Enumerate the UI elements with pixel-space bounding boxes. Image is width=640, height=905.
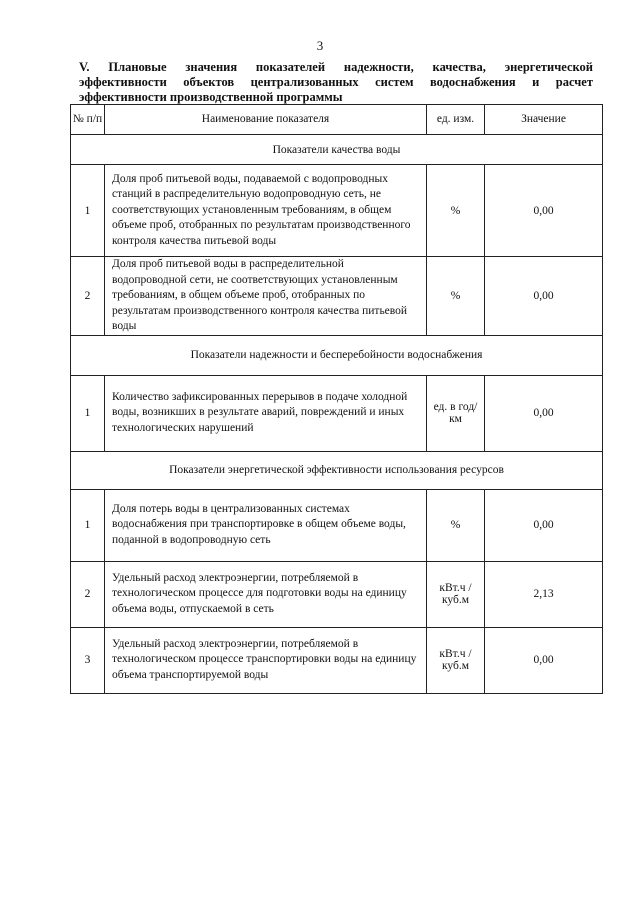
- row-name: Доля потерь воды в централизованных системах водоснабжения при транспортировке в общем объеме воды, поданной в водопроводную сеть: [105, 489, 427, 561]
- row-unit: кВт.ч / куб.м: [427, 627, 485, 693]
- heading-line-3: эффективности производственной программы: [79, 90, 343, 104]
- page-number: 3: [316, 38, 324, 53]
- header-name: Наименование показателя: [105, 105, 427, 135]
- row-num: 1: [71, 375, 105, 451]
- row-value: 2,13: [485, 561, 603, 627]
- table-row: [71, 627, 603, 693]
- table-header-row: [71, 105, 603, 135]
- row-num: 1: [71, 489, 105, 561]
- header-value: Значение: [485, 105, 603, 135]
- row-name: Количество зафиксированных перерывов в подаче холодной воды, возникших в результате аварий, повреждений и иных технологических нарушений: [105, 375, 427, 451]
- header-num: № п/п: [71, 105, 105, 135]
- indicators-table: [70, 104, 603, 694]
- row-unit: %: [427, 165, 485, 257]
- row-value: 0,00: [485, 375, 603, 451]
- table-row: [71, 375, 603, 451]
- section-title-row: [71, 451, 603, 489]
- table-row: [71, 561, 603, 627]
- row-name: Доля проб питьевой воды, подаваемой с водопроводных станций в распределительную водопроводную сеть, не соответствующих установленным требованиям, в общем объеме проб, отобранных по результатам производственного контроля качества питьевой воды: [105, 165, 427, 257]
- header-unit: ед. изм.: [427, 105, 485, 135]
- row-num: 3: [71, 627, 105, 693]
- row-unit: кВт.ч / куб.м: [427, 561, 485, 627]
- table-row: [71, 165, 603, 257]
- section-heading: [79, 60, 593, 105]
- section-title-row: [71, 135, 603, 165]
- row-name: Доля проб питьевой воды в распределительной водопроводной сети, не соответствующих установленным требованиям, в общем объеме проб, отобранных по результатам производственного контроля качества питьевой воды: [105, 257, 427, 336]
- row-num: 2: [71, 257, 105, 336]
- section-title-reliability: Показатели надежности и бесперебойности водоснабжения: [71, 335, 603, 375]
- row-unit: %: [427, 489, 485, 561]
- section-title-energy: Показатели энергетической эффективности использования ресурсов: [71, 451, 603, 489]
- table-row: [71, 489, 603, 561]
- row-name: Удельный расход электроэнергии, потребляемой в технологическом процессе транспортировки воды на единицу объема транспортируемой воды: [105, 627, 427, 693]
- row-value: 0,00: [485, 489, 603, 561]
- row-value: 0,00: [485, 165, 603, 257]
- row-unit: ед. в год/ км: [427, 375, 485, 451]
- row-unit: %: [427, 257, 485, 336]
- section-title-quality: Показатели качества воды: [71, 135, 603, 165]
- section-title-row: [71, 335, 603, 375]
- row-num: 2: [71, 561, 105, 627]
- heading-line-2: эффективности объектов централизованных систем водоснабжения и расчет: [79, 75, 593, 89]
- row-num: 1: [71, 165, 105, 257]
- row-value: 0,00: [485, 257, 603, 336]
- row-value: 0,00: [485, 627, 603, 693]
- row-name: Удельный расход электроэнергии, потребляемой в технологическом процессе для подготовки воды на единицу объема воды, отпускаемой в сеть: [105, 561, 427, 627]
- table-row: [71, 257, 603, 336]
- heading-line-1: V. Плановые значения показателей надежности, качества, энергетической: [79, 60, 593, 74]
